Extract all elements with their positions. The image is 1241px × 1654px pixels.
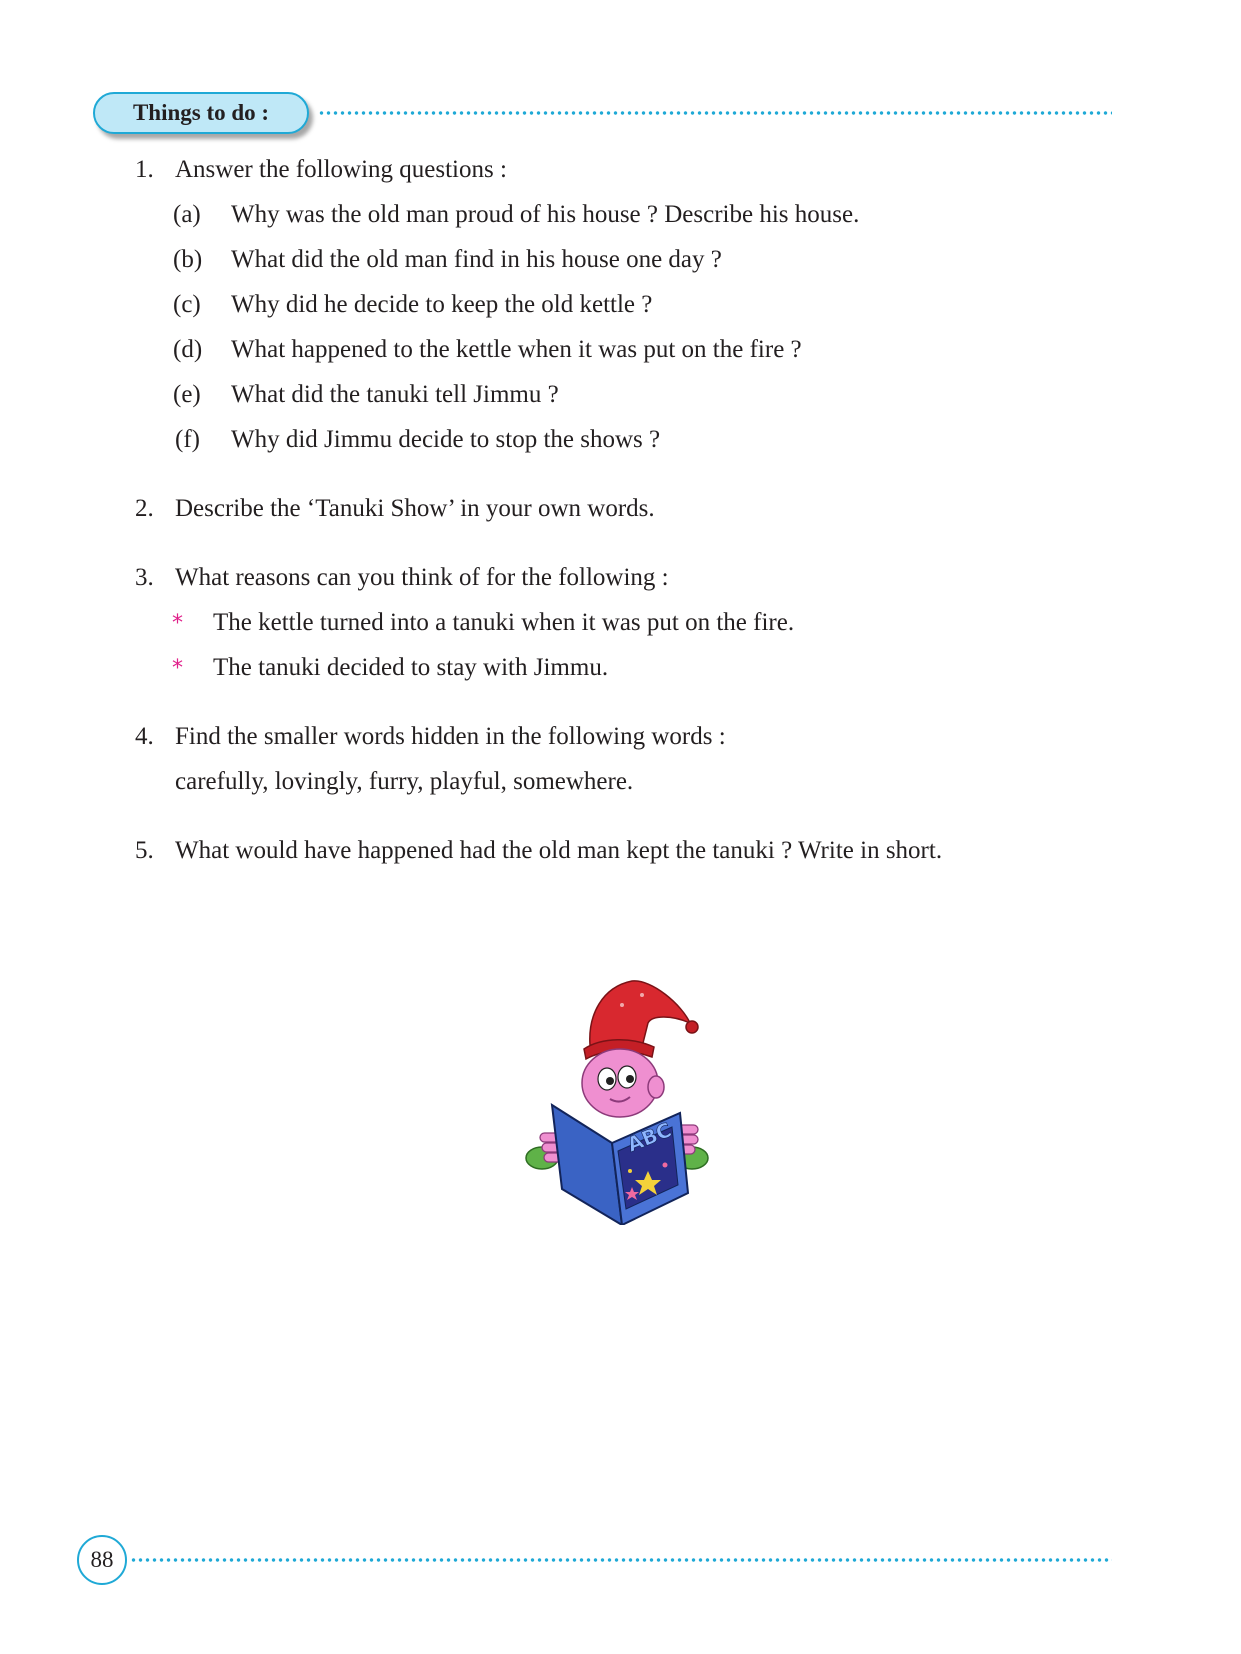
- subquestion-label: (b): [173, 246, 203, 273]
- question-number: 4.: [135, 723, 154, 750]
- question-2: [135, 494, 1135, 526]
- subquestion-label: (d): [173, 336, 203, 363]
- page-number-badge: [77, 1535, 127, 1585]
- subquestion-text: What did the old man find in his house one day ?: [231, 246, 722, 273]
- question-1: [135, 155, 1135, 455]
- question-number: 1.: [135, 156, 154, 183]
- book-title: ABC: [623, 1117, 675, 1157]
- question-number: 2.: [135, 495, 154, 522]
- section-header-tab: [93, 92, 309, 134]
- subquestion-label: (f): [175, 426, 200, 453]
- header-dotted-divider: [318, 111, 1112, 115]
- question-text: Answer the following questions :: [175, 156, 507, 183]
- footer-dotted-divider: [130, 1558, 1112, 1562]
- subquestion-label: (c): [173, 291, 201, 318]
- bullet-text: The tanuki decided to stay with Jimmu.: [213, 654, 609, 681]
- subquestion-text: Why was the old man proud of his house ? Describe his house.: [231, 201, 860, 228]
- question-text: What reasons can you think of for the following :: [175, 564, 669, 591]
- subquestion-text: Why did Jimmu decide to stop the shows ?: [231, 426, 661, 453]
- question-5: [135, 836, 1135, 868]
- page-number: 88: [90, 1547, 114, 1572]
- asterisk-bullet-icon: *: [172, 611, 183, 636]
- gnome-reading-illustration: [522, 975, 718, 1225]
- gnome-reading-icon: [522, 975, 718, 1225]
- question-4: [135, 722, 1135, 802]
- asterisk-bullet-icon: *: [172, 656, 183, 681]
- subquestion-label: (e): [173, 381, 201, 408]
- question-3: [135, 563, 1135, 683]
- bullet-text: The kettle turned into a tanuki when it was put on the fire.: [213, 609, 795, 636]
- question-text: What would have happened had the old man kept the tanuki ? Write in short.: [175, 837, 943, 864]
- subquestion-label: (a): [173, 201, 201, 228]
- subquestion-text: Why did he decide to keep the old kettle ?: [231, 291, 653, 318]
- word-list: carefully, lovingly, furry, playful, somewhere.: [175, 768, 634, 795]
- question-text: Find the smaller words hidden in the following words :: [175, 723, 726, 750]
- subquestion-text: What did the tanuki tell Jimmu ?: [231, 381, 559, 408]
- subquestion-text: What happened to the kettle when it was put on the fire ?: [231, 336, 802, 363]
- question-text: Describe the ‘Tanuki Show’ in your own words.: [175, 495, 655, 522]
- section-title: Things to do :: [132, 100, 270, 125]
- question-number: 3.: [135, 564, 154, 591]
- question-number: 5.: [135, 837, 154, 864]
